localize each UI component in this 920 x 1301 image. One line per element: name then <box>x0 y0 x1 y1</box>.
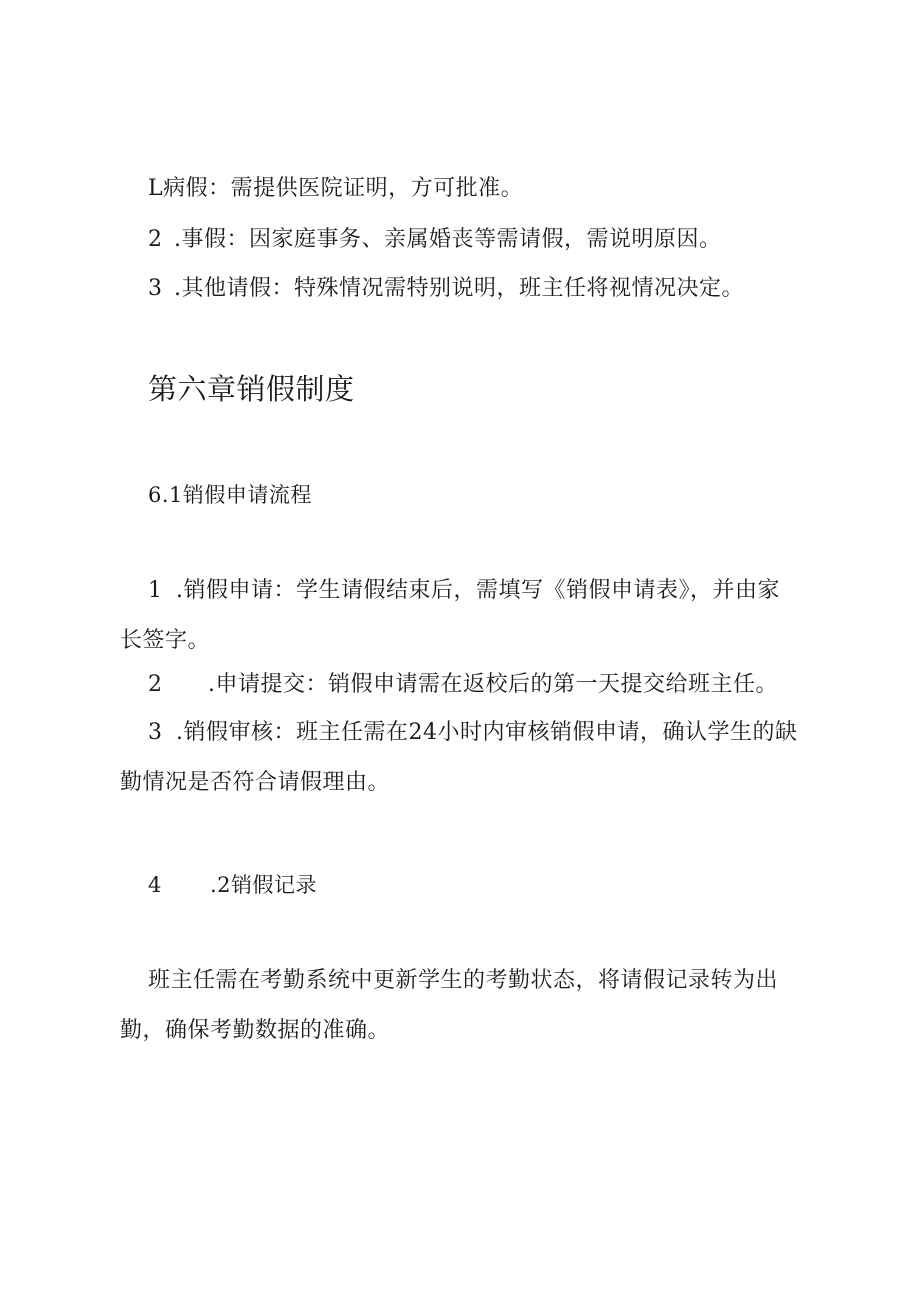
section-number: 4 <box>148 873 162 897</box>
procedure-item-text: .申请提交：销假申请需在返校后的第一天提交给班主任。 <box>208 672 778 697</box>
record-paragraph-line-1: 班主任需在考勤系统中更新学生的考勤状态，将请假记录转为出 <box>148 968 779 993</box>
procedure-item-3-continued: 勤情况是否符合请假理由。 <box>120 770 391 795</box>
procedure-item-3 <box>148 718 798 748</box>
leave-item-sick <box>148 174 523 204</box>
leave-item-number: 2 <box>148 227 163 252</box>
record-paragraph-line-2: 勤，确保考勤数据的准确。 <box>120 1018 391 1043</box>
procedure-item-text: .销假审核：班主任需在24小时内审核销假申请，确认学生的缺 <box>176 720 798 745</box>
leave-item-text: .其他请假：特殊情况需特别说明，班主任将视情况决定。 <box>174 276 744 301</box>
section-title-text: .2销假记录 <box>210 873 318 897</box>
leave-item-other <box>148 274 744 304</box>
leave-item-text: 病假：需提供医院证明，方可批准。 <box>163 176 524 201</box>
leave-item-number: 3 <box>148 276 163 301</box>
procedure-item-number: 2 <box>148 672 163 697</box>
procedure-item-2 <box>148 670 778 700</box>
leave-item-text: .事假：因家庭事务、亲属婚丧等需请假，需说明原因。 <box>174 227 722 252</box>
chapter-title: 第六章销假制度 <box>148 372 355 406</box>
procedure-item-text: .销假申请：学生请假结束后，需填写《销假申请表》，并由家 <box>176 578 780 603</box>
leave-item-personal <box>148 225 722 255</box>
procedure-item-number: 1 <box>148 578 163 603</box>
procedure-item-1-continued: 长签字。 <box>120 628 211 653</box>
procedure-item-number: 3 <box>148 720 163 745</box>
section-title <box>148 870 317 900</box>
section-title: 6.1销假申请流程 <box>148 483 312 507</box>
leave-item-number: L <box>148 176 164 201</box>
procedure-item-1 <box>148 576 780 606</box>
